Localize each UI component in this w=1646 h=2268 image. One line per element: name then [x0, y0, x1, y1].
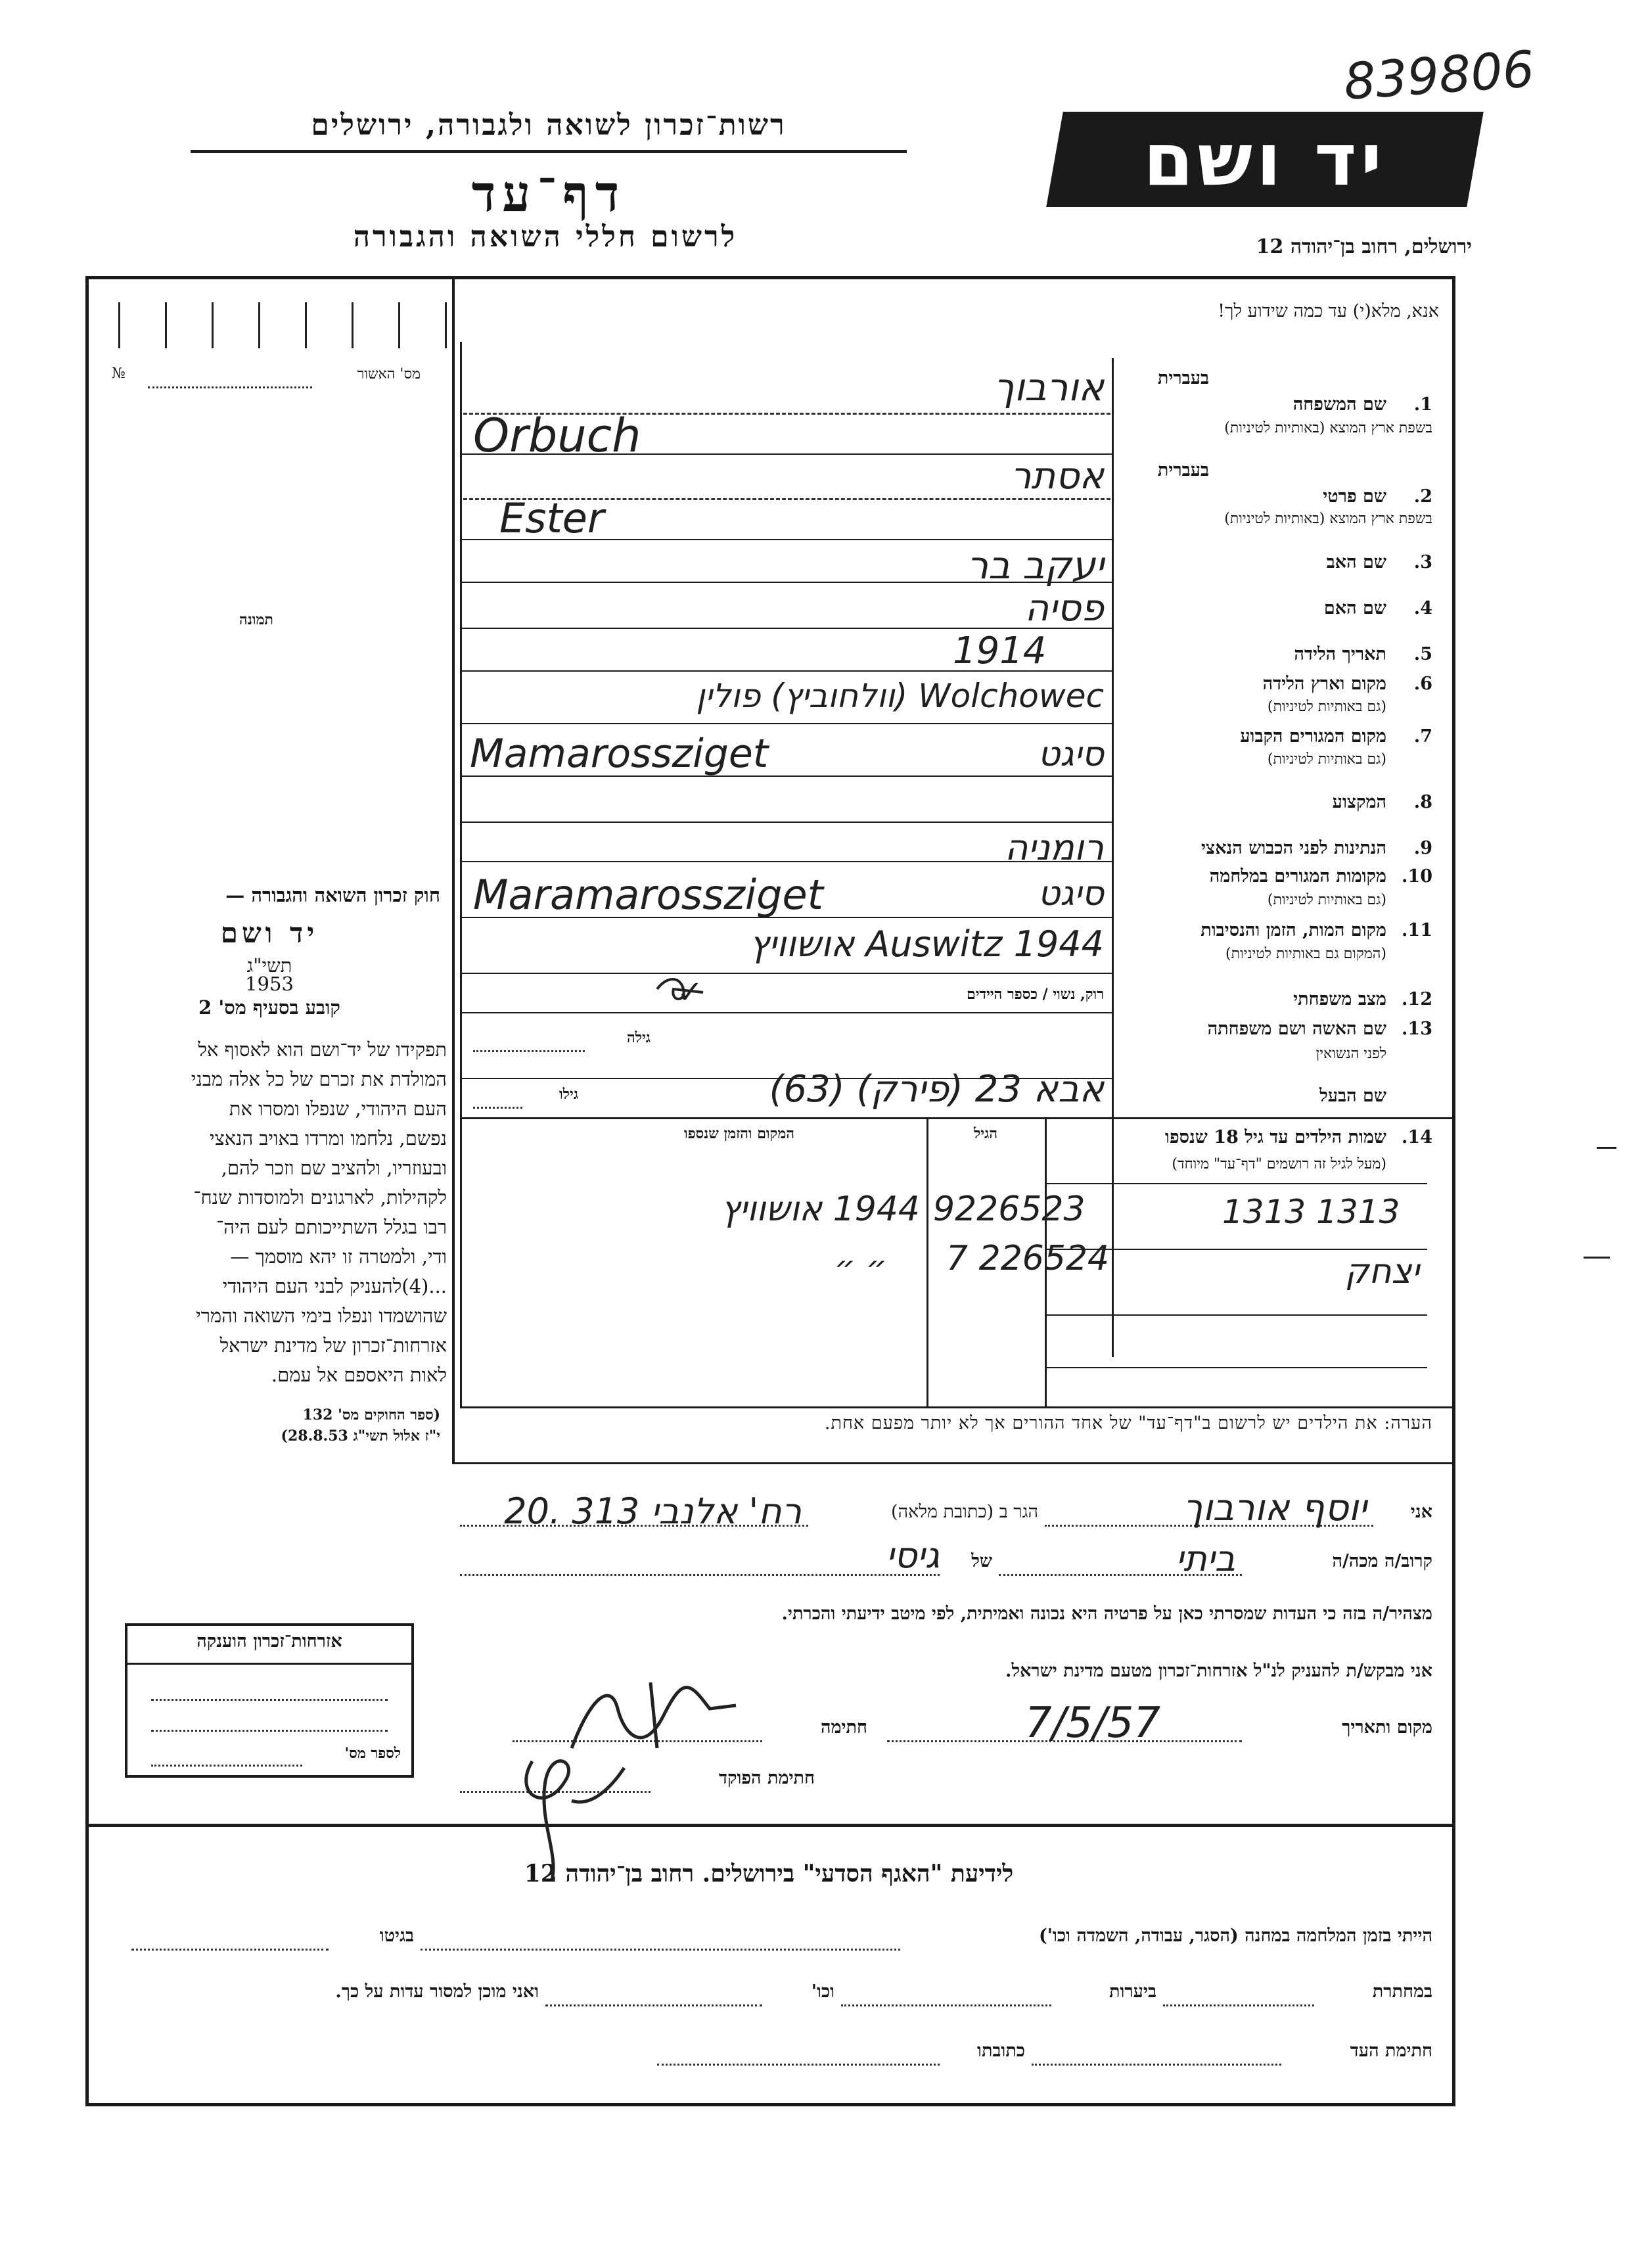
f14-num: 14.	[1402, 1127, 1432, 1147]
certificate-line-1	[151, 1699, 388, 1701]
f6-label: מקום וארץ הלידה	[1262, 674, 1386, 694]
archive-number: 839806	[1342, 39, 1536, 112]
declaration-relative: קרוב/ה מכה/ה	[1332, 1551, 1432, 1571]
field-area-divider	[460, 342, 462, 1406]
note-bottom	[452, 1462, 1455, 1464]
f7-num: 7.	[1413, 726, 1432, 747]
law-text-line: נפשם, נלחמו ומרדו באויב הנאצי	[209, 1127, 447, 1149]
signature-label: חתימה	[820, 1717, 867, 1738]
hw-child-1-age: 9226523	[933, 1190, 1086, 1229]
form-intro: אנא, מלא(י) עד כמה שידוע לך!	[1218, 301, 1439, 321]
footer-forests-line	[841, 2004, 1051, 2006]
declaration-request: אני מבקש/ת להעניק לנ"ל אזרחות־זכרון מטעם מדינת ישראל.	[1005, 1661, 1432, 1681]
hw-of-who: גיסי	[886, 1535, 940, 1576]
law-source-2: י"ז אלול תשי"ג 28.8.53)	[281, 1427, 440, 1445]
hw-child-2-name: יצחק	[1344, 1252, 1419, 1291]
law-text-line: אזרחות־זכרון של מדינת ישראל	[219, 1334, 447, 1356]
footer-witness-signature-line	[1032, 2064, 1281, 2066]
f6-num: 6.	[1413, 674, 1432, 694]
f1-label: שם המשפחה	[1292, 394, 1386, 415]
declaration-statement: מצהיר/ה בזה כי העדות שמסרתי כאן על פרטיה היא נכונה ואמיתית, לפי מיטב ידיעתי והכרתי.	[781, 1604, 1432, 1624]
hw-residence-heb: סיגט	[1038, 735, 1104, 774]
left-column-divider	[452, 276, 455, 1462]
law-text-line: העם היהודי, שנפלו ומסרו את	[229, 1098, 447, 1120]
f5-label: תאריך הלידה	[1294, 644, 1386, 664]
address: ירושלים, רחוב בן־יהודה 12	[1256, 235, 1472, 258]
f5-num: 5.	[1413, 644, 1432, 664]
law-text-line: המולדת את זכרם של כל אלה מבני	[191, 1068, 447, 1090]
footer-address: כתובתו	[977, 2041, 1025, 2061]
hw-witness-address: רח' אלנבי 313 .20	[504, 1491, 802, 1532]
hw-child-2-place: ״ ״	[834, 1249, 887, 1287]
stamp-boxes	[118, 302, 447, 348]
hw-birth-year: 1914	[953, 630, 1047, 672]
f10-num: 10.	[1402, 866, 1432, 887]
children-row-3	[1046, 1314, 1427, 1316]
children-col-1	[926, 1117, 928, 1406]
f2-hebrew: בעברית	[1157, 460, 1209, 480]
f3-label: שם האב	[1326, 552, 1386, 572]
f2-sub: בשפת ארץ המוצא (באותיות לטיניות)	[1224, 511, 1432, 527]
footer-testimony: ואני מוכן למסור עדות על כך.	[335, 1981, 539, 2002]
law-year-heb: תשי"ג	[246, 954, 292, 977]
footer-separator	[85, 1824, 1455, 1827]
certificate-title-underline	[125, 1663, 414, 1665]
footer-camp: הייתי בזמן המלחמה במחנה (הסגר, עבודה, השמדה וכו')	[1038, 1926, 1432, 1946]
form-title: דף־עד	[471, 164, 626, 223]
form-subtitle: לרשום חללי השואה והגבורה	[353, 220, 738, 254]
marital-check-scribble	[654, 973, 706, 1006]
husband-label: שם הבעל	[1319, 1086, 1386, 1106]
f10-sub: (גם באותיות לטיניות)	[1267, 892, 1386, 908]
children-row-5	[460, 1406, 1455, 1408]
f7-label: מקום המגורים הקבוע	[1240, 726, 1386, 747]
approval-no-line	[148, 386, 312, 388]
hw-relation: ביתי	[1176, 1538, 1235, 1579]
f1-hebrew: בעברית	[1157, 368, 1209, 388]
hw-father: יעקב בר	[967, 543, 1104, 588]
f4-label: שם האם	[1323, 598, 1386, 618]
approval-no-label: מס' האשור	[357, 366, 421, 382]
wife-age-line	[473, 1050, 585, 1052]
authority-underline	[191, 150, 907, 153]
f12-num: 12.	[1402, 989, 1432, 1009]
f13-sub: לפני הנשואין	[1315, 1046, 1386, 1062]
hw-birthplace: Wolchowec (וולחוביץ) פולין	[696, 677, 1104, 715]
hw-given-lat: Ester	[499, 494, 605, 542]
f8-num: 8.	[1413, 792, 1432, 812]
col-age: הגיל	[974, 1125, 997, 1142]
field-sep-14	[460, 1117, 1455, 1119]
f9-num: 9.	[1413, 838, 1432, 858]
declaration-resides: הגר ב (כתובת מלאה)	[891, 1502, 1038, 1522]
hw-surname-lat: Orbuch	[473, 409, 641, 463]
hw-witness-name: יוסף אורבוך	[1183, 1487, 1367, 1529]
footer-address-line	[657, 2064, 940, 2066]
logo-text: יד ושם	[1143, 117, 1386, 202]
husband-age-label: גילו	[559, 1086, 578, 1103]
law-text-line: תפקידו של יד־ושם הוא לאסוף אל	[198, 1038, 447, 1061]
f11-sub: (המקום גם באותיות לטיניות)	[1225, 946, 1386, 962]
f14-label: שמות הילדים עד גיל 18 שנספו	[1165, 1127, 1386, 1147]
law-text-line: שהושמדו ונפלו בימי השואה והמרי	[196, 1305, 447, 1327]
law-title: חוק זכרון השואה והגבורה —	[225, 884, 440, 906]
yad-vashem-logo	[1046, 112, 1484, 207]
hw-marital-mark: ✓	[677, 974, 704, 1011]
law-name: יד ושם	[220, 917, 319, 949]
f2-label: שם פרטי	[1323, 486, 1386, 507]
footer-ghetto-line	[131, 1949, 329, 1951]
husband-age-line	[473, 1107, 522, 1109]
f3-num: 3.	[1413, 552, 1432, 572]
footer-etc: וכו'	[811, 1981, 834, 2002]
f4-num: 4.	[1413, 598, 1432, 618]
f12-options: רוק, נשוי / כספר היידים	[967, 986, 1104, 1003]
law-text-line: ...(4)להעניק לבני העם היהודי	[222, 1275, 447, 1297]
law-text-line: ובעוזריו, ולהציב שם וזכר להם,	[221, 1157, 447, 1179]
footer-etc-line	[545, 2004, 762, 2006]
declaration-of: של	[971, 1551, 992, 1571]
law-year: 1953	[245, 973, 294, 995]
f13-label: שם האשה ושם משפחתה	[1207, 1019, 1386, 1039]
hw-nationality: רומניה	[1005, 827, 1104, 868]
hw-death: Auswitz 1944 אושוויץ	[749, 923, 1104, 965]
wife-age-label: גילה	[627, 1029, 651, 1046]
f13-num: 13.	[1402, 1019, 1432, 1039]
hw-husband: אבא 23 (פירק) (63)	[769, 1068, 1104, 1111]
certificate-title: אזרחות־זכרון הוענקה	[196, 1631, 342, 1652]
f8-label: המקצוע	[1332, 792, 1386, 812]
law-clause: קובע בסעיף מס' 2	[198, 996, 340, 1019]
hw-child-1-name: 1313 1313	[1222, 1193, 1400, 1231]
authority-title: רשות־זכרון לשואה ולגבורה, ירושלים	[311, 108, 787, 142]
children-row-4	[1046, 1367, 1427, 1368]
field-sep-11	[460, 973, 1114, 974]
law-text-line: רבו בגלל השתייכותם לעם היה־	[216, 1216, 447, 1238]
hw-child-2-age: 7 226524	[946, 1239, 1110, 1278]
certificate-line-2	[151, 1730, 388, 1732]
f10-label: מקומות המגורים במלחמה	[1209, 866, 1386, 887]
margin-tick-1	[1597, 1147, 1616, 1149]
footer-underground-line	[1163, 2004, 1314, 2006]
law-text-line: לאות היאספם אל עמם.	[271, 1364, 447, 1386]
labels-column-divider	[1112, 358, 1114, 1357]
f12-label: מצב משפחתי	[1293, 989, 1386, 1009]
no-sign: №	[112, 365, 126, 382]
hw-wartime-heb: סיגט	[1038, 874, 1104, 914]
place-date-label: מקום ותאריך	[1342, 1717, 1432, 1738]
f11-label: מקום המות, הזמן והנסיבות	[1200, 920, 1386, 940]
f2-num: 2.	[1413, 486, 1432, 507]
f7-sub: (גם באותיות לטיניות)	[1267, 751, 1386, 768]
hw-given-heb: אסתר	[1010, 455, 1104, 498]
footer-ghetto: בגיטו	[379, 1926, 414, 1946]
footer-camp-line	[421, 1949, 900, 1951]
field-sep-12	[460, 1012, 1114, 1013]
footer-forests: ביערות	[1109, 1981, 1156, 2002]
certificate-no-label: לספר מס'	[344, 1745, 401, 1762]
note: הערה: את הילדים יש לרשום ב"דף־עד" של אחד ההורים אך לא יותר מפעם אחת.	[824, 1413, 1432, 1433]
declaration-i: אני	[1410, 1502, 1432, 1522]
hw-residence-lat: Mamarossziget	[470, 731, 769, 777]
f6-sub: (גם באותיות לטיניות)	[1267, 699, 1386, 715]
hw-mother: פסיה	[1024, 587, 1104, 630]
law-text-line: לקהילות, לארגונים ולמוסדות שנח־	[193, 1186, 447, 1209]
children-row-1	[1046, 1183, 1427, 1184]
hw-date: 7/5/57	[1025, 1699, 1160, 1747]
clerk-signature-scribble	[506, 1742, 637, 1886]
certificate-no-line	[151, 1765, 302, 1767]
col-place: המקום והזמן שנספו	[683, 1125, 795, 1142]
footer-underground: במחתרת	[1372, 1981, 1432, 2002]
law-source-1: (ספר החוקים מס' 132	[302, 1406, 440, 1423]
footer-title: לידיעת "האגף הסדעי" בירושלים. רחוב בן־יהודה 12	[524, 1860, 1014, 1887]
hw-wartime-lat: Maramarossziget	[473, 871, 823, 919]
field-sep-6	[460, 723, 1114, 724]
footer-witness-signature: חתימת העד	[1350, 2041, 1432, 2061]
margin-tick-2	[1584, 1257, 1610, 1259]
f11-num: 11.	[1402, 920, 1432, 940]
f14-sub: (מעל לגיל זה רושמים "דף־עד" מיוחד)	[1172, 1156, 1386, 1172]
hw-child-1-place: 1944 אושוויץ	[721, 1190, 920, 1229]
f9-label: הנתינות לפני הכבוש הנאצי	[1200, 838, 1386, 858]
field-sep-8	[460, 822, 1114, 823]
f1-sub: בשפת ארץ המוצא (באותיות לטיניות)	[1224, 420, 1432, 436]
hw-surname-heb: אורבוך	[994, 365, 1104, 409]
clerk-signature-label: חתימת הפוקד	[719, 1768, 815, 1788]
photo-label: תמונה	[239, 611, 273, 628]
f1-num: 1.	[1413, 394, 1432, 415]
law-text-line: ודי, ולמטרה זו יהא מוסמך —	[230, 1245, 447, 1268]
